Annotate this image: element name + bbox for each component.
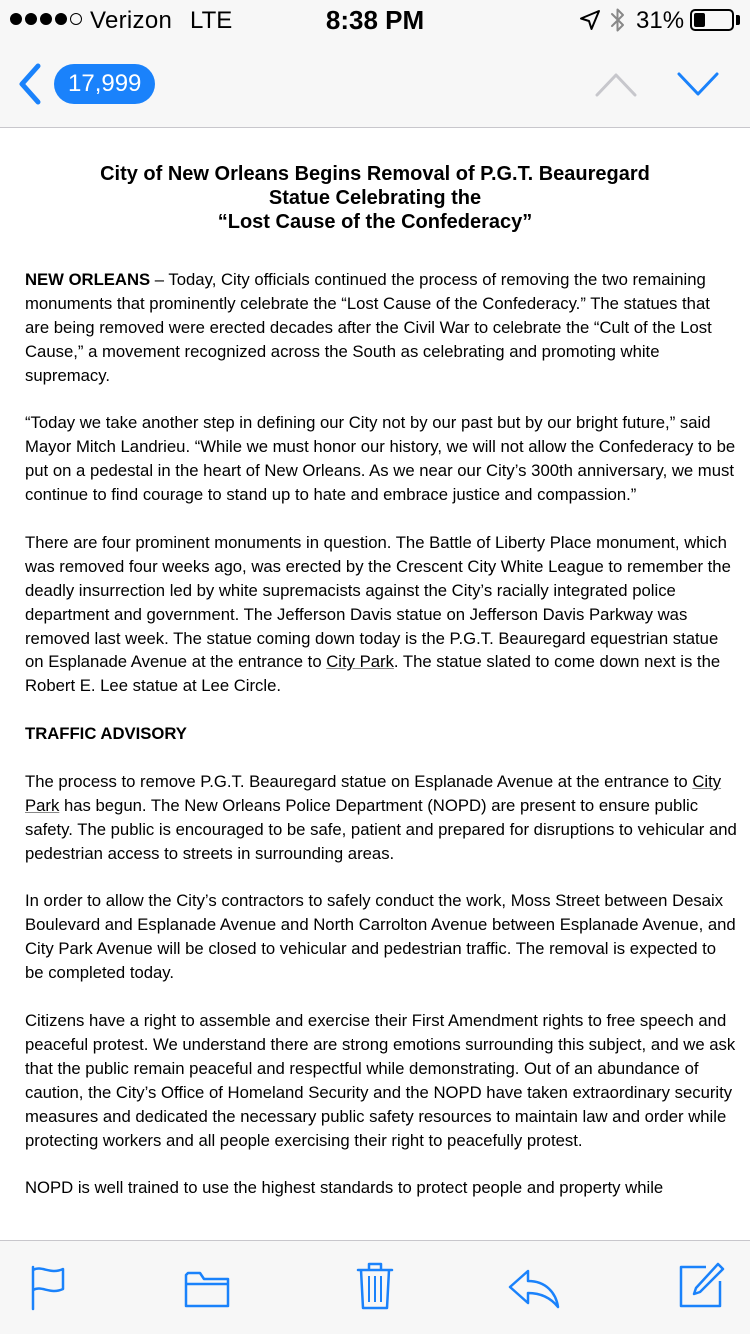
paragraph-text: – Today, City officials continued the process of removing the two remaining monuments that prominently celebrate the “Lost Cause of the Confederacy.” The statues that are being removed were erected decades after the Civil War to celebrate the “Cult of the Lost Cause,” a movement recognized across the South as celebrating and promoting white supremacy. <box>25 270 712 385</box>
battery-level-fill <box>694 13 705 27</box>
paragraph <box>25 531 737 698</box>
paragraph <box>25 268 737 388</box>
paragraph <box>25 770 737 866</box>
chevron-left-icon[interactable] <box>14 62 46 106</box>
city-park-link[interactable]: City Park <box>326 652 394 672</box>
status-time: 8:38 PM <box>325 5 425 35</box>
carrier-name: Verizon <box>90 7 173 34</box>
reply-icon[interactable] <box>508 1269 560 1309</box>
battery-icon <box>690 9 734 31</box>
headline-line: “Lost Cause of the Confederacy” <box>217 211 533 233</box>
section-heading <box>25 722 737 746</box>
section-heading-text: TRAFFIC ADVISORY <box>25 724 187 744</box>
bluetooth-icon <box>608 6 628 34</box>
chevron-down-icon[interactable] <box>676 70 720 98</box>
mail-nav-bar <box>0 40 750 128</box>
folder-icon[interactable] <box>184 1269 230 1309</box>
dateline: NEW ORLEANS <box>25 270 151 289</box>
paragraph-text: . The statue slated to come down next is the Robert E. Lee statue at Lee Circle. <box>25 652 721 696</box>
trash-icon[interactable] <box>356 1261 394 1311</box>
email-body[interactable] <box>0 128 750 1240</box>
inbox-count-badge[interactable]: 17,999 <box>54 64 155 104</box>
location-arrow-icon <box>578 8 602 32</box>
battery-percentage: 31% <box>636 7 685 34</box>
paragraph-text: The process to remove P.G.T. Beauregard statue on Esplanade Avenue at the entrance to <box>25 771 693 791</box>
paragraph: NOPD is well trained to use the highest standards to protect people and property while <box>25 1178 664 1198</box>
paragraph: In order to allow the City’s contractors to safely conduct the work, Moss Street between Desaix Boulevard and Esplanade Avenue and North Carrolton Avenue between Esplanade Avenue, and City Park Avenue will be closed to vehicular and pedestrian traffic. The removal is expected to be completed today. <box>25 891 736 983</box>
headline-line: City of New Orleans Begins Removal of P.G.T. Beauregard <box>100 163 650 185</box>
email-headline <box>0 162 750 234</box>
email-text <box>25 268 737 1224</box>
status-bar <box>0 0 750 40</box>
chevron-up-icon[interactable] <box>594 70 638 98</box>
mail-toolbar <box>0 1240 750 1334</box>
paragraph: “Today we take another step in defining our City not by our past but by our bright future,” said Mayor Mitch Landrieu. “While we must honor our history, we will not allow the Confederacy to be put on a pedestal in the heart of New Orleans. As we near our City’s 300th anniversary, we must continue to find courage to stand up to hate and embrace justice and compassion.” <box>25 413 736 505</box>
compose-icon[interactable] <box>678 1261 726 1309</box>
paragraph-text: has begun. The New Orleans Police Department (NOPD) are present to ensure public safety. The public is encouraged to be safe, patient and prepared for disruptions to vehicular and pedestrian access to streets in surrounding areas. <box>25 795 737 863</box>
network-type: LTE <box>190 7 233 34</box>
flag-icon[interactable] <box>30 1265 66 1311</box>
paragraph-text: There are four prominent monuments in question. The Battle of Liberty Place monument, which was removed four weeks ago, was erected by the Crescent City White League to remember the deadly insurrection led by white supremacists against the City’s racially integrated police department and government. The Jefferson Davis statue on Jefferson Davis Parkway was removed last week. The statue coming down today is the P.G.T. Beauregard equestrian statue on Esplanade Avenue at the entrance to <box>25 532 731 672</box>
paragraph: Citizens have a right to assemble and exercise their First Amendment rights to free speech and peaceful protest. We understand there are strong emotions surrounding this subject, and we ask that the public remain peaceful and respectful while demonstrating. Out of an abundance of caution, the City’s Office of Homeland Security and the NOPD have taken extraordinary security measures and dedicated the necessary public safety resources to maintain law and order while protecting workers and all people exercising their right to peacefully protest. <box>25 1011 736 1150</box>
city-park-link[interactable]: City Park <box>25 771 722 815</box>
battery-terminal <box>736 15 740 25</box>
headline-line: Statue Celebrating the <box>268 187 482 209</box>
